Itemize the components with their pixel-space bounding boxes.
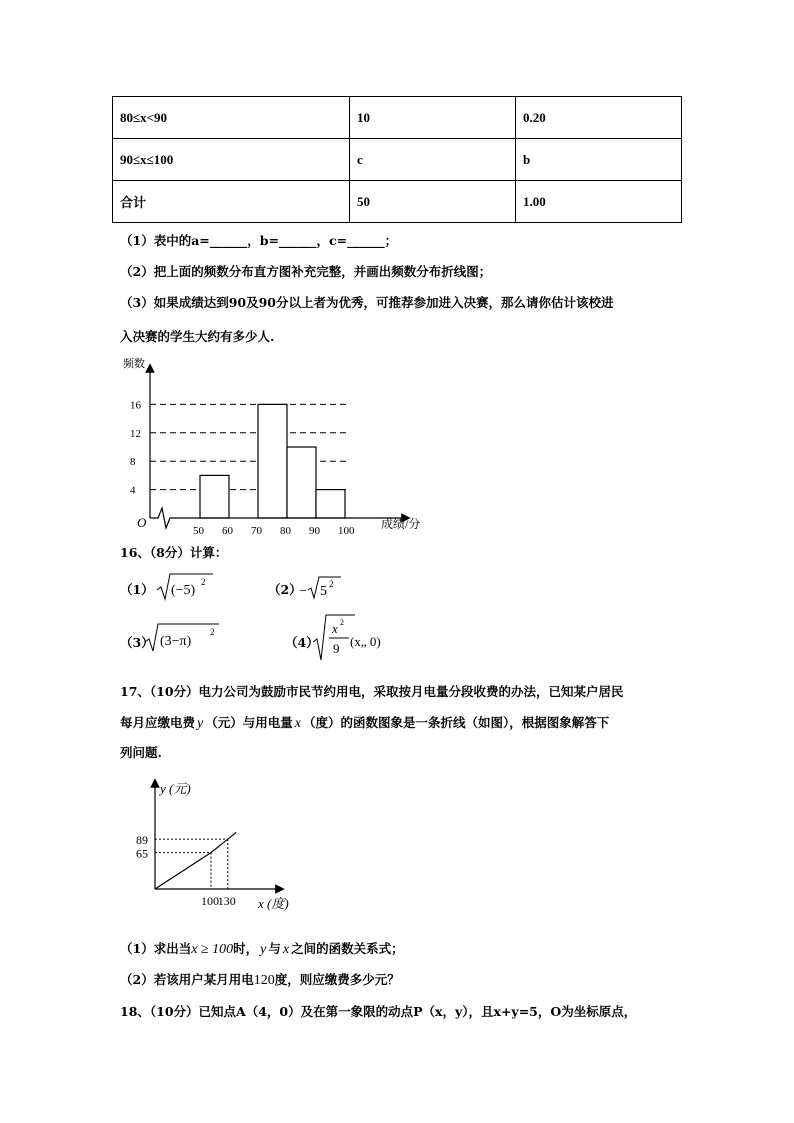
y-value-label: 89 — [136, 833, 148, 848]
q15-part3-line1: （3）如果成绩达到90及90分以上者为优秀，可推荐参加进入决赛，那么请你估计该校进 — [120, 295, 614, 310]
table-cell: 0.20 — [516, 97, 682, 139]
x-tick-label: 90 — [309, 525, 320, 535]
graph-polyline — [155, 832, 236, 889]
histogram-bar — [200, 475, 229, 518]
q15-part3-line2: 入决赛的学生大约有多少人. — [120, 329, 275, 344]
q16-part4-label: （4） — [285, 635, 319, 650]
histogram-gridlines — [150, 404, 346, 489]
table-row — [113, 181, 682, 223]
q17-line2: 每月应缴电费 y （元）与用电量 x （度）的函数图象是一条折线（如图），根据图象解答下 — [120, 715, 610, 731]
y-value-label: 65 — [136, 846, 148, 861]
q15-part1: （1）表中的a=______，b=______，c=______； — [120, 233, 398, 248]
table-row — [113, 97, 682, 139]
y-tick-label: 12 — [130, 427, 141, 440]
svg-text:2: 2 — [201, 577, 206, 587]
q17-part2: （2）若该用户某月用电120度，则应缴费多少元？ — [120, 972, 400, 988]
q16-header: 16、（8分）计算： — [120, 545, 228, 560]
svg-text:2: 2 — [210, 627, 215, 637]
svg-text:9: 9 — [333, 641, 340, 656]
svg-text:2: 2 — [340, 618, 344, 627]
x-tick-label: 80 — [280, 525, 291, 535]
q16-part2-label: （2） — [268, 582, 302, 597]
q16-part1-label: （1） — [120, 582, 154, 597]
q16-expr4 — [311, 612, 391, 664]
frequency-histogram — [110, 350, 440, 535]
y-tick-label: 16 — [130, 399, 141, 412]
q18-line1: 18、（10分）已知点A（4，0）及在第一象限的动点P（x，y），且x+y=5，O为坐标原点， — [120, 1004, 637, 1019]
q16-expr3 — [143, 620, 223, 654]
histogram-x-ticks — [193, 525, 355, 535]
q16-expr2 — [297, 572, 342, 602]
svg-text:(x„ 0): (x„ 0) — [350, 634, 381, 649]
q17-line3: 列问题. — [120, 745, 162, 760]
svg-text:2: 2 — [329, 579, 334, 589]
histogram-y-label: 频数 — [123, 358, 145, 370]
q16-part3-label: （3） — [120, 635, 154, 650]
x-value-label: 100 — [201, 894, 219, 908]
electricity-fee-graph — [120, 773, 320, 913]
q16-expr1 — [155, 570, 215, 602]
q17-part1: （1）求出当x ≥ 100时， y 与 x 之间的函数关系式； — [120, 941, 404, 957]
frequency-table — [112, 96, 682, 223]
q17-line1: 17、（10分）电力公司为鼓励市民节约用电，采取按月电量分段收费的办法，已知某户居民 — [120, 684, 624, 699]
x-tick-label: 100 — [338, 525, 355, 535]
table-cell: 90≤x≤100 — [113, 139, 350, 181]
histogram-bar — [316, 490, 345, 518]
svg-text:(−5): (−5) — [171, 583, 196, 598]
x-value-label: 130 — [217, 894, 236, 908]
table-row — [113, 139, 682, 181]
table-cell: 合计 — [113, 181, 350, 223]
histogram-y-ticks — [130, 399, 142, 496]
table-cell: 1.00 — [516, 181, 682, 223]
svg-text:−: − — [299, 584, 307, 599]
table-cell: 10 — [350, 97, 516, 139]
table-cell: c — [350, 139, 516, 181]
histogram-x-label: 成绩/分 — [381, 517, 421, 531]
table-cell: 80≤x<90 — [113, 97, 350, 139]
q15-part2: （2）把上面的频数分布直方图补充完整，并画出频数分布折线图； — [120, 264, 492, 279]
histogram-bar — [287, 447, 316, 518]
graph-y-label: y (元) — [160, 781, 191, 796]
graph-x-label: x (度) — [258, 896, 289, 911]
x-tick-label: 60 — [222, 525, 233, 535]
x-tick-label: 50 — [193, 525, 204, 535]
svg-text:(3−π): (3−π) — [160, 634, 192, 649]
table-cell: b — [516, 139, 682, 181]
x-tick-label: 70 — [251, 525, 262, 535]
y-tick-label: 4 — [130, 484, 136, 497]
svg-text:x: x — [332, 621, 338, 636]
histogram-origin-label: O — [137, 515, 147, 530]
y-tick-label: 8 — [130, 456, 136, 469]
svg-text:5: 5 — [320, 584, 327, 599]
histogram-bar — [258, 404, 287, 518]
table-cell: 50 — [350, 181, 516, 223]
